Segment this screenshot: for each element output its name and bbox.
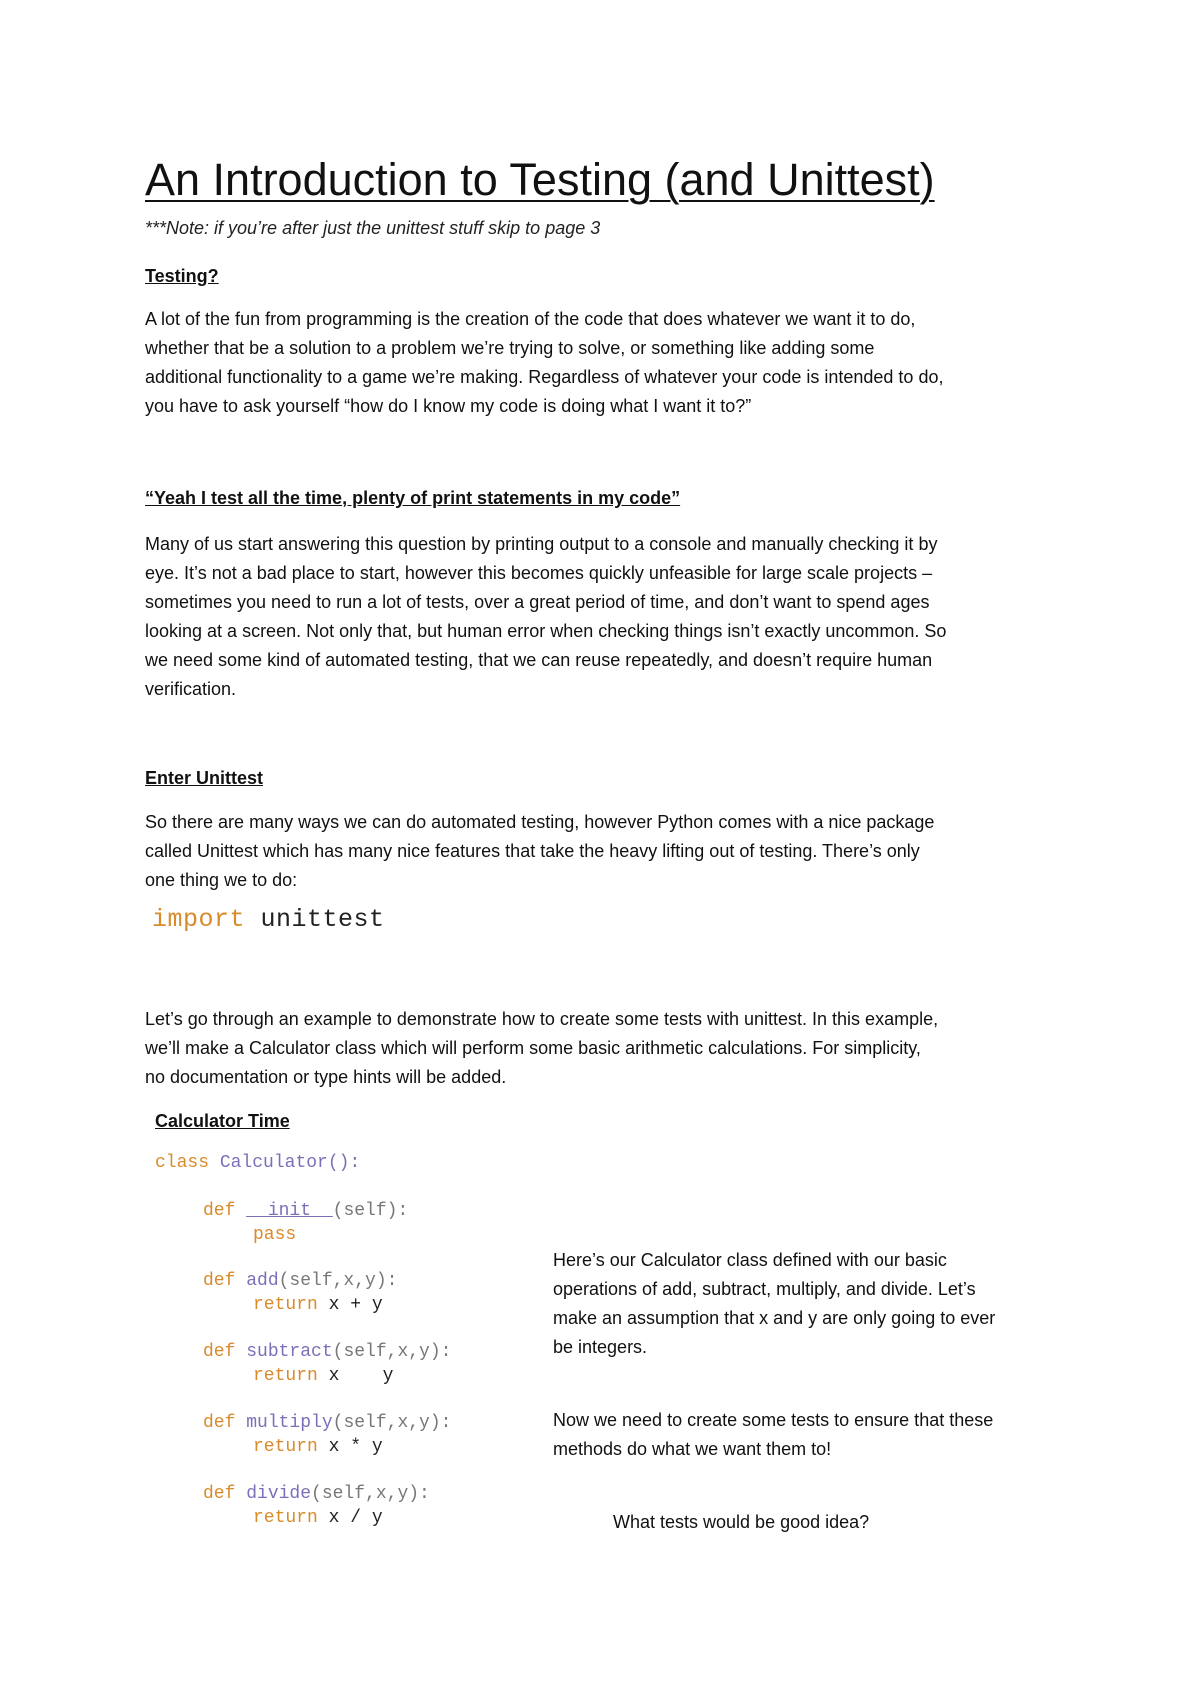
return-keyword: return [253,1508,318,1528]
return-keyword: return [253,1437,318,1457]
code-multiply-def-line [203,1413,451,1433]
code-subtract-def-line [203,1342,451,1362]
return-keyword: return [253,1295,318,1315]
paragraph-line: you have to ask yourself “how do I know my code is doing what I want it to?” [145,396,752,416]
paragraph-line: A lot of the fun from programming is the creation of the code that does whatever we want it to do, [145,309,916,329]
calculator-description [553,1246,1073,1362]
code-subtract-return-line [253,1366,393,1386]
paragraph-line: we’ll make a Calculator class which will perform some basic arithmetic calculations. For simplicity, [145,1038,921,1058]
paragraph-line: be integers. [553,1337,648,1357]
method-args: (self,x,y): [332,1342,452,1362]
paragraph-line: methods do what we want them to! [553,1439,832,1459]
document-title: An Introduction to Testing (and Unittest) [145,154,935,205]
pass-keyword: pass [253,1225,297,1245]
paragraph-line: Many of us start answering this question by printing output to a console and manually checking it by [145,534,938,554]
paragraph-enter-unittest [145,808,1065,895]
code-class-line [155,1153,360,1173]
paragraph-line: called Unittest which has many nice features that take the heavy lifting out of testing. There’s only [145,841,920,861]
import-statement [152,905,385,934]
paragraph-line: one thing we to do: [145,870,298,890]
return-expression: x / y [328,1508,383,1528]
paragraph-line: additional functionality to a game we’re making. Regardless of whatever your code is intended to do, [145,367,944,387]
code-divide-return-line [253,1508,383,1528]
paragraph-line: sometimes you need to run a lot of tests, over a great period of time, and don’t want to spend ages [145,592,930,612]
return-expression: x + y [328,1295,383,1315]
def-keyword: def [203,1413,236,1433]
paragraph-line: we need some kind of automated testing, that we can reuse repeatedly, and doesn’t require human [145,650,933,670]
paragraph-line: eye. It’s not a bad place to start, however this becomes quickly unfeasible for large scale projects – [145,563,933,583]
return-expression: x * y [328,1437,383,1457]
paragraph-line: operations of add, subtract, multiply, and divide. Let’s [553,1279,976,1299]
def-keyword: def [203,1484,236,1504]
def-keyword: def [203,1271,236,1291]
method-name: subtract [246,1342,333,1362]
paragraph-line: whether that be a solution to a problem we’re trying to solve, or something like adding some [145,338,875,358]
method-args: (self,x,y): [278,1271,398,1291]
return-keyword: return [253,1366,318,1386]
code-multiply-return-line [253,1437,383,1457]
paragraph-line: Here’s our Calculator class defined with our basic [553,1250,947,1270]
paragraph-line: So there are many ways we can do automated testing, however Python comes with a nice package [145,812,935,832]
skip-note: ***Note: if you’re after just the unittest stuff skip to page 3 [145,218,601,238]
paragraph-example [145,1005,1065,1092]
class-keyword: class [155,1153,210,1173]
paragraph-line: Let’s go through an example to demonstrate how to create some tests with unittest. In this example, [145,1009,939,1029]
import-keyword: import [152,905,246,934]
heading-testing: Testing? [145,266,219,286]
method-args: (self,x,y): [311,1484,430,1504]
def-keyword: def [203,1342,236,1362]
paragraph-line: Now we need to create some tests to ensure that these [553,1410,994,1430]
code-pass-line [253,1225,296,1245]
method-name: add [246,1271,279,1291]
code-init-line [203,1201,408,1221]
paragraph-print-statements [145,530,1065,704]
init-method-name: __init__ [246,1201,333,1221]
class-name: Calculator(): [219,1153,361,1173]
code-divide-def-line [203,1484,430,1504]
tests-question: What tests would be good idea? [613,1512,870,1532]
heading-calculator-time: Calculator Time [155,1111,290,1131]
return-expression: x y [328,1366,394,1386]
code-add-def-line [203,1271,397,1291]
paragraph-line: make an assumption that x and y are only going to ever [553,1308,996,1328]
heading-print-statements: “Yeah I test all the time, plenty of print statements in my code” [145,488,681,508]
tests-needed-text [553,1406,1073,1464]
method-name: divide [246,1484,312,1504]
def-keyword: def [203,1201,236,1221]
paragraph-testing [145,305,1065,421]
import-module: unittest [260,905,385,934]
method-name: multiply [246,1413,333,1433]
code-add-return-line [253,1295,383,1315]
init-method-args: (self): [332,1201,409,1221]
heading-enter-unittest: Enter Unittest [145,768,264,788]
paragraph-line: looking at a screen. Not only that, but human error when checking things isn’t exactly uncommon. So [145,621,947,641]
paragraph-line: no documentation or type hints will be added. [145,1067,507,1087]
method-args: (self,x,y): [332,1413,452,1433]
paragraph-line: verification. [145,679,237,699]
